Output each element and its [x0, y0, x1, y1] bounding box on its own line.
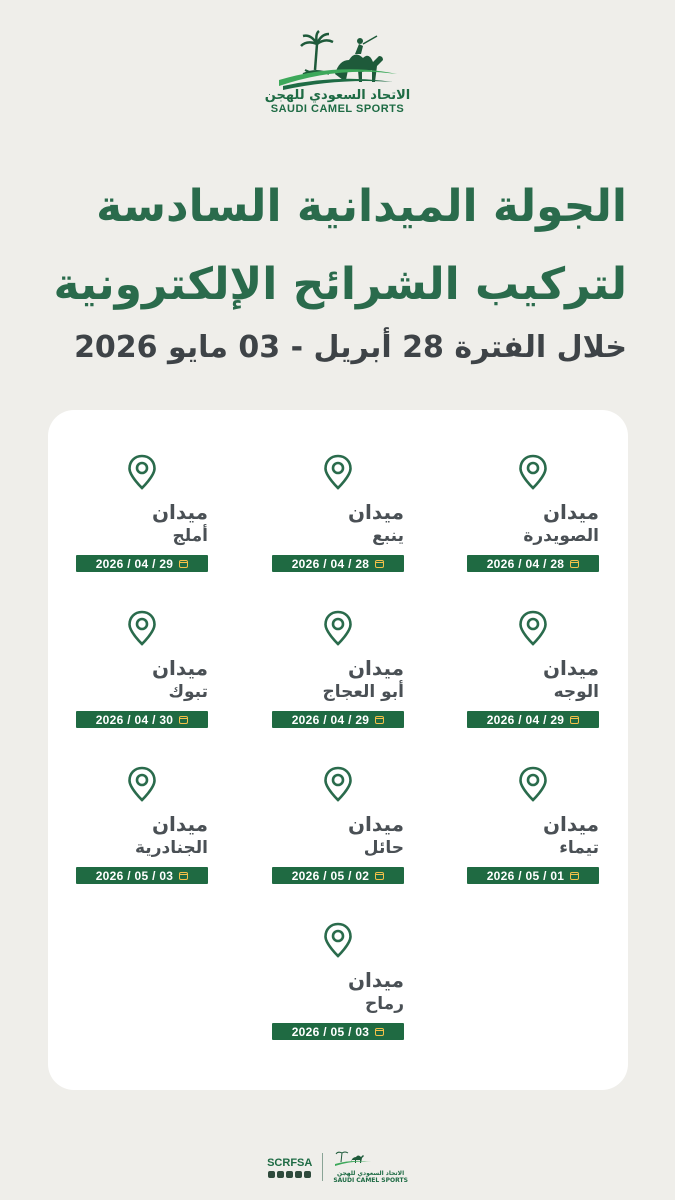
venue-item	[76, 610, 208, 728]
date-bar	[76, 555, 208, 572]
calendar-icon	[179, 716, 188, 724]
venue-date: 2026 / 04 / 29	[291, 712, 370, 727]
date-bar	[76, 867, 208, 884]
calendar-icon	[570, 560, 579, 568]
venue-label: ميدان	[347, 656, 404, 680]
title-line-1: الجولة الميدانية السادسة	[96, 181, 627, 232]
venue-date: 2026 / 05 / 02	[291, 868, 370, 883]
location-pin-icon	[518, 766, 548, 802]
period-subtitle: خلال الفترة 28 أبريل - 03 مايو 2026	[74, 330, 627, 365]
calendar-icon	[179, 872, 188, 880]
date-bar	[76, 711, 208, 728]
header-logo	[0, 30, 675, 115]
date-bar	[467, 711, 599, 728]
date-bar	[467, 555, 599, 572]
venue-label: ميدان	[542, 812, 599, 836]
youtube-icon[interactable]	[295, 1171, 302, 1178]
venue-item	[272, 454, 404, 572]
calendar-icon	[179, 560, 188, 568]
location-pin-icon	[323, 454, 353, 490]
date-bar	[272, 1023, 404, 1040]
venue-item	[467, 454, 599, 572]
venue-date: 2026 / 04 / 29	[95, 556, 174, 571]
venues-card	[48, 410, 628, 1090]
snapchat-icon[interactable]	[277, 1171, 284, 1178]
location-pin-icon	[518, 454, 548, 490]
venue-name: الوجه	[553, 682, 599, 702]
venue-item	[467, 610, 599, 728]
calendar-icon	[375, 1028, 384, 1036]
venue-name: أملج	[172, 526, 208, 546]
venue-date: 2026 / 05 / 03	[95, 868, 174, 883]
venue-date: 2026 / 04 / 28	[291, 556, 370, 571]
location-pin-icon	[323, 922, 353, 958]
footer-english-name: SAUDI CAMEL SPORTS	[333, 1177, 408, 1184]
footer-logo	[333, 1150, 408, 1184]
venue-item	[467, 766, 599, 884]
location-pin-icon	[127, 454, 157, 490]
calendar-icon	[570, 716, 579, 724]
venue-name: تيماء	[559, 838, 599, 858]
date-bar	[272, 555, 404, 572]
venue-date: 2026 / 04 / 29	[486, 712, 565, 727]
calendar-icon	[570, 872, 579, 880]
venue-label: ميدان	[151, 656, 208, 680]
camel-rider-logo-icon	[273, 30, 403, 92]
camel-rider-logo-icon	[333, 1150, 373, 1166]
venue-item	[272, 610, 404, 728]
venue-name: الصويدرة	[523, 526, 599, 546]
location-pin-icon	[518, 610, 548, 646]
linkedin-icon[interactable]	[304, 1171, 311, 1178]
venue-label: ميدان	[542, 656, 599, 680]
venue-item	[76, 766, 208, 884]
venue-name: حائل	[363, 838, 404, 858]
venue-item	[272, 922, 404, 1040]
calendar-icon	[375, 716, 384, 724]
venue-label: ميدان	[151, 812, 208, 836]
venue-date: 2026 / 05 / 01	[486, 868, 565, 883]
footer-handle-block	[267, 1157, 312, 1178]
venue-date: 2026 / 04 / 28	[486, 556, 565, 571]
venue-name: رماح	[365, 994, 404, 1014]
logo-english-name: SAUDI CAMEL SPORTS	[270, 103, 405, 115]
date-bar	[272, 711, 404, 728]
calendar-icon	[375, 872, 384, 880]
x-icon[interactable]	[268, 1171, 275, 1178]
social-icons	[267, 1171, 312, 1178]
footer	[0, 1150, 675, 1184]
venue-label: ميدان	[347, 812, 404, 836]
venue-label: ميدان	[347, 500, 404, 524]
venue-date: 2026 / 04 / 30	[95, 712, 174, 727]
venue-name: أبو العجاج	[322, 682, 404, 702]
date-bar	[272, 867, 404, 884]
page-title	[37, 168, 627, 324]
date-bar	[467, 867, 599, 884]
venue-label: ميدان	[151, 500, 208, 524]
logo-arabic-name: الاتحاد السعودي للهجن	[264, 88, 411, 103]
venue-date: 2026 / 05 / 03	[291, 1024, 370, 1039]
venue-name: الجنادرية	[135, 838, 208, 858]
venue-label: ميدان	[347, 968, 404, 992]
instagram-icon[interactable]	[286, 1171, 293, 1178]
location-pin-icon	[127, 766, 157, 802]
footer-arabic-name: الاتحاد السعودي للهجن	[337, 1170, 405, 1177]
location-pin-icon	[323, 766, 353, 802]
venue-name: تبوك	[168, 682, 208, 702]
venue-item	[76, 454, 208, 572]
calendar-icon	[375, 560, 384, 568]
location-pin-icon	[127, 610, 157, 646]
social-handle: SCRFSA	[267, 1156, 313, 1169]
footer-divider	[322, 1153, 323, 1181]
venue-name: ينبع	[372, 526, 404, 546]
location-pin-icon	[323, 610, 353, 646]
venue-item	[272, 766, 404, 884]
title-line-2: لتركيب الشرائح الإلكترونية	[53, 259, 627, 310]
venue-label: ميدان	[542, 500, 599, 524]
